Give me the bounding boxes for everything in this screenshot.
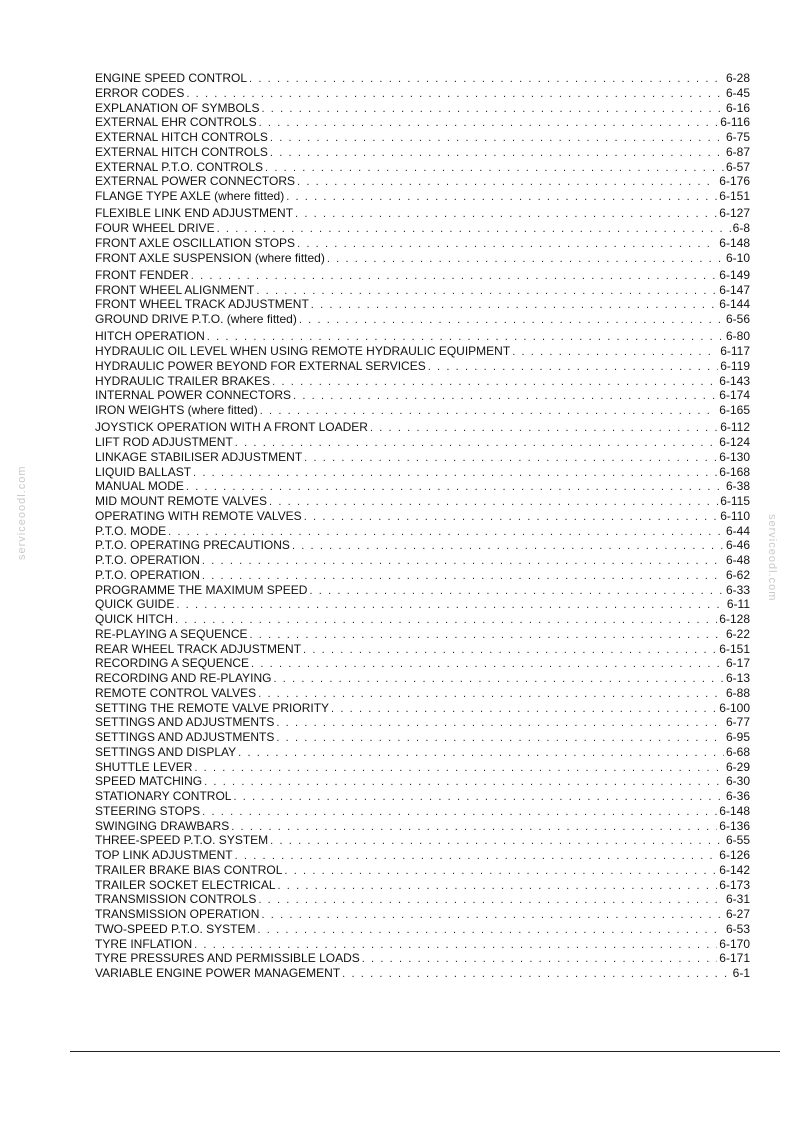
- index-entry: [95, 716, 750, 731]
- dot-leader: [309, 585, 724, 599]
- index-entry: [95, 421, 750, 436]
- dot-leader: [370, 422, 718, 436]
- entry-title: LIFT ROD ADJUSTMENT: [95, 435, 233, 449]
- index-entry: [95, 161, 750, 176]
- dot-leader: [270, 147, 724, 161]
- footer-rule: [70, 1051, 780, 1052]
- index-entry: [95, 436, 750, 451]
- index-entry: [95, 207, 750, 222]
- entry-title: FRONT WHEEL ALIGNMENT: [95, 282, 255, 297]
- entry-page-number: 6-1: [732, 966, 750, 980]
- index-entry: [95, 237, 750, 252]
- entry-page-number: 6-126: [719, 848, 750, 862]
- entry-page-number: 6-29: [725, 759, 750, 774]
- dot-leader: [204, 776, 724, 790]
- entry-title: ENGINE SPEED CONTROL: [95, 71, 248, 85]
- dot-leader: [512, 346, 718, 360]
- dot-leader: [231, 821, 717, 835]
- entry-page-number: 6-136: [719, 818, 750, 833]
- index-entry: [95, 146, 750, 161]
- entry-title: FOUR WHEEL DRIVE: [95, 221, 215, 235]
- entry-title: PROGRAMME THE MAXIMUM SPEED: [95, 582, 308, 597]
- dot-leader: [311, 299, 718, 313]
- index-entry: [95, 72, 750, 87]
- index-entry: [95, 345, 750, 360]
- index-entry: [95, 657, 750, 672]
- entry-page-number: 6-33: [725, 582, 750, 597]
- entry-page-number: 6-53: [725, 921, 750, 936]
- dot-leader: [233, 791, 724, 805]
- index-entry: [95, 805, 750, 820]
- entry-title: ERROR CODES: [95, 85, 185, 100]
- index-entry: [95, 923, 750, 938]
- entry-page-number: 6-100: [719, 700, 750, 715]
- entry-title: LINKAGE STABILISER ADJUSTMENT: [95, 449, 303, 464]
- entry-title: EXTERNAL P.T.O. CONTROLS: [95, 159, 264, 174]
- dot-leader: [304, 452, 717, 466]
- entry-title: P.T.O. OPERATING PRECAUTIONS: [95, 538, 290, 553]
- entry-page-number: 6-174: [719, 388, 750, 403]
- dot-leader: [256, 285, 717, 299]
- entry-title: EXTERNAL EHR CONTROLS: [95, 115, 257, 130]
- dot-leader: [257, 924, 723, 938]
- entry-title: TRANSMISSION OPERATION: [95, 907, 260, 921]
- dot-leader: [202, 570, 724, 584]
- dot-leader: [292, 540, 724, 554]
- index-entry: [95, 510, 750, 525]
- index-entry: [95, 298, 750, 313]
- index-entry: [95, 87, 750, 102]
- watermark-right: serviceodl.com: [766, 514, 778, 602]
- entry-title: QUICK HITCH: [95, 612, 173, 626]
- index-entry: [95, 613, 750, 628]
- dot-leader: [258, 688, 724, 702]
- entry-page-number: 6-62: [725, 567, 750, 582]
- entry-page-number: 6-151: [719, 641, 750, 656]
- entry-page-number: 6-77: [725, 715, 750, 730]
- entry-title: EXPLANATION OF SYMBOLS: [95, 100, 260, 115]
- dot-leader: [297, 238, 717, 252]
- entry-title: INTERNAL POWER CONNECTORS: [95, 388, 292, 403]
- entry-title: GROUND DRIVE P.T.O. (where fitted): [95, 312, 297, 326]
- entry-title: P.T.O. OPERATION: [95, 553, 200, 567]
- entry-title: SETTINGS AND ADJUSTMENTS: [95, 715, 275, 730]
- dot-leader: [193, 467, 717, 481]
- entry-title: FRONT AXLE OSCILLATION STOPS: [95, 235, 296, 250]
- entry-title: SETTINGS AND ADJUSTMENTS: [95, 730, 275, 744]
- entry-page-number: 6-148: [719, 235, 750, 250]
- index-entry: [95, 222, 750, 237]
- dot-leader: [272, 376, 717, 390]
- entry-page-number: 6-119: [720, 358, 750, 373]
- index-entry: [95, 746, 750, 761]
- index-entry: [95, 672, 750, 687]
- entry-title: QUICK GUIDE: [95, 597, 175, 612]
- entry-page-number: 6-116: [720, 115, 750, 130]
- entry-page-number: 6-46: [725, 538, 750, 553]
- dot-leader: [428, 361, 718, 375]
- dot-leader: [207, 331, 724, 345]
- entry-page-number: 6-10: [725, 250, 750, 265]
- index-entry: [95, 269, 750, 284]
- index-entry: [95, 480, 750, 495]
- entry-page-number: 6-48: [725, 553, 750, 567]
- entry-page-number: 6-11: [726, 597, 750, 612]
- index-entry: [95, 404, 750, 419]
- dot-leader: [276, 717, 724, 731]
- index-entry: [95, 908, 750, 923]
- dot-leader: [251, 658, 724, 672]
- entry-title: EXTERNAL HITCH CONTROLS: [95, 144, 268, 159]
- entry-title: RECORDING A SEQUENCE: [95, 656, 250, 671]
- index-entry: [95, 849, 750, 864]
- entry-title: HYDRAULIC TRAILER BRAKES: [95, 373, 271, 388]
- index-entry: [95, 330, 750, 345]
- entry-title: EXTERNAL POWER CONNECTORS: [95, 174, 296, 189]
- index-entry: [95, 775, 750, 790]
- entry-title: FLANGE TYPE AXLE (where fitted): [95, 189, 285, 203]
- entry-page-number: 6-22: [725, 626, 750, 641]
- entry-title: FRONT FENDER: [95, 267, 189, 282]
- dot-leader: [303, 644, 717, 658]
- entry-title: VARIABLE ENGINE POWER MANAGEMENT: [95, 966, 341, 980]
- entry-title: TRAILER SOCKET ELECTRICAL: [95, 877, 276, 892]
- entry-title: TOP LINK ADJUSTMENT: [95, 848, 233, 862]
- index-entry: [95, 131, 750, 146]
- entry-page-number: 6-57: [725, 159, 750, 174]
- dot-leader: [186, 481, 724, 495]
- dot-leader: [342, 968, 731, 982]
- index-entry: [95, 702, 750, 717]
- entry-title: LIQUID BALLAST: [95, 464, 192, 479]
- entry-page-number: 6-151: [719, 189, 750, 203]
- entry-page-number: 6-44: [725, 523, 750, 538]
- dot-leader: [175, 614, 717, 628]
- dot-leader: [176, 599, 725, 613]
- entry-page-number: 6-30: [725, 774, 750, 789]
- index-entry: [95, 284, 750, 299]
- index-entry: [95, 820, 750, 835]
- dot-leader: [186, 88, 724, 102]
- dot-leader: [273, 673, 723, 687]
- index-entry: [95, 466, 750, 481]
- dot-leader: [299, 314, 724, 328]
- index-entry: [95, 554, 750, 569]
- entry-title: FRONT WHEEL TRACK ADJUSTMENT: [95, 297, 309, 312]
- index-entry: [95, 389, 750, 404]
- dot-leader: [295, 208, 717, 222]
- entry-page-number: 6-36: [725, 789, 750, 803]
- entry-title: TYRE INFLATION: [95, 936, 193, 951]
- entry-title: JOYSTICK OPERATION WITH A FRONT LOADER: [95, 420, 368, 435]
- entry-page-number: 6-110: [720, 508, 750, 523]
- entry-page-number: 6-170: [719, 936, 750, 951]
- watermark-left: serviceoodl.com: [16, 465, 28, 560]
- entry-page-number: 6-171: [719, 951, 750, 966]
- dot-leader: [278, 880, 718, 894]
- index-entry: [95, 584, 750, 599]
- dot-leader: [217, 223, 731, 237]
- entry-title: TYRE PRESSURES AND PERMISSIBLE LOADS: [95, 951, 360, 966]
- entry-title: HYDRAULIC POWER BEYOND FOR EXTERNAL SERVICES: [95, 358, 426, 373]
- index-entry: [95, 175, 750, 190]
- entry-title: MID MOUNT REMOTE VALVES: [95, 494, 268, 508]
- entry-title: RECORDING AND RE-PLAYING: [95, 671, 272, 685]
- index-entry: [95, 643, 750, 658]
- entry-page-number: 6-176: [719, 174, 750, 189]
- entry-page-number: 6-168: [719, 464, 750, 479]
- entry-page-number: 6-117: [720, 344, 750, 358]
- dot-leader: [191, 270, 718, 284]
- entry-title: SHUTTLE LEVER: [95, 759, 193, 774]
- entry-title: IRON WEIGHTS (where fitted): [95, 403, 258, 417]
- index-entry: [95, 313, 750, 328]
- entry-page-number: 6-147: [719, 282, 750, 297]
- entry-page-number: 6-143: [719, 373, 750, 388]
- dot-leader: [261, 909, 724, 923]
- index-entry: [95, 952, 750, 967]
- dot-leader: [293, 390, 717, 404]
- entry-page-number: 6-55: [725, 833, 750, 848]
- index-entry: [95, 864, 750, 879]
- entry-page-number: 6-95: [725, 730, 750, 744]
- entry-page-number: 6-13: [725, 671, 750, 685]
- index-entry: [95, 252, 750, 267]
- entry-page-number: 6-173: [719, 877, 750, 892]
- entry-page-number: 6-88: [725, 685, 750, 700]
- index-entry: [95, 451, 750, 466]
- entry-page-number: 6-56: [725, 312, 750, 326]
- entry-title: HITCH OPERATION: [95, 329, 205, 344]
- entry-page-number: 6-148: [719, 803, 750, 818]
- index-entry: [95, 879, 750, 894]
- dot-leader: [194, 939, 717, 953]
- entry-page-number: 6-115: [720, 494, 750, 508]
- index-list: [95, 72, 750, 982]
- index-entry: [95, 598, 750, 613]
- index-entry: [95, 731, 750, 746]
- index-entry: [95, 687, 750, 702]
- entry-page-number: 6-38: [725, 479, 750, 494]
- entry-title: SETTINGS AND DISPLAY: [95, 744, 237, 759]
- entry-page-number: 6-87: [725, 144, 750, 159]
- entry-title: EXTERNAL HITCH CONTROLS: [95, 130, 268, 144]
- entry-page-number: 6-75: [725, 130, 750, 144]
- dot-leader: [235, 850, 718, 864]
- dot-leader: [304, 511, 718, 525]
- index-entry: [95, 116, 750, 131]
- index-entry: [95, 539, 750, 554]
- entry-title: SWINGING DRAWBARS: [95, 818, 230, 833]
- entry-title: TRAILER BRAKE BIAS CONTROL: [95, 862, 283, 877]
- entry-page-number: 6-16: [725, 100, 750, 115]
- entry-title: FLEXIBLE LINK END ADJUSTMENT: [95, 206, 294, 221]
- index-entry: [95, 525, 750, 540]
- dot-leader: [269, 496, 718, 510]
- dot-leader: [261, 103, 723, 117]
- entry-title: THREE-SPEED P.T.O. SYSTEM: [95, 833, 269, 848]
- dot-leader: [168, 526, 724, 540]
- entry-title: OPERATING WITH REMOTE VALVES: [95, 508, 302, 523]
- entry-title: SETTING THE REMOTE VALVE PRIORITY: [95, 700, 330, 715]
- entry-title: P.T.O. MODE: [95, 523, 167, 538]
- entry-title: P.T.O. OPERATION: [95, 567, 200, 582]
- entry-title: RE-PLAYING A SEQUENCE: [95, 626, 248, 641]
- index-entry: [95, 967, 750, 982]
- dot-leader: [297, 176, 717, 190]
- index-entry: [95, 375, 750, 390]
- dot-leader: [194, 762, 724, 776]
- dot-leader: [331, 703, 717, 717]
- index-entry: [95, 360, 750, 375]
- dot-leader: [276, 732, 724, 746]
- entry-title: FRONT AXLE SUSPENSION (where fitted): [95, 250, 325, 265]
- entry-page-number: 6-112: [720, 420, 750, 435]
- entry-page-number: 6-28: [725, 71, 750, 85]
- entry-title: STEERING STOPS: [95, 803, 201, 818]
- index-entry: [95, 834, 750, 849]
- index-entry: [95, 761, 750, 776]
- index-entry: [95, 893, 750, 908]
- entry-title: TWO-SPEED P.T.O. SYSTEM: [95, 921, 256, 936]
- dot-leader: [250, 629, 724, 643]
- index-entry: [95, 190, 750, 205]
- dot-leader: [235, 437, 718, 451]
- dot-leader: [259, 117, 719, 131]
- index-entry: [95, 628, 750, 643]
- dot-leader: [202, 555, 724, 569]
- entry-title: HYDRAULIC OIL LEVEL WHEN USING REMOTE HYDRAULIC EQUIPMENT: [95, 344, 511, 358]
- entry-page-number: 6-142: [719, 862, 750, 877]
- entry-page-number: 6-130: [719, 449, 750, 464]
- entry-page-number: 6-165: [719, 403, 750, 417]
- dot-leader: [284, 865, 717, 879]
- entry-title: SPEED MATCHING: [95, 774, 203, 789]
- dot-leader: [249, 73, 724, 87]
- entry-page-number: 6-31: [725, 892, 750, 907]
- dot-leader: [202, 806, 717, 820]
- dot-leader: [270, 132, 724, 146]
- entry-title: MANUAL MODE: [95, 479, 184, 494]
- dot-leader: [260, 405, 718, 419]
- index-entry: [95, 938, 750, 953]
- entry-page-number: 6-27: [725, 907, 750, 921]
- entry-page-number: 6-127: [719, 206, 750, 221]
- entry-page-number: 6-149: [719, 267, 750, 282]
- dot-leader: [286, 191, 717, 205]
- entry-page-number: 6-144: [719, 297, 750, 312]
- entry-page-number: 6-80: [725, 329, 750, 344]
- entry-title: REMOTE CONTROL VALVES: [95, 685, 257, 700]
- dot-leader: [270, 835, 724, 849]
- entry-title: REAR WHEEL TRACK ADJUSTMENT: [95, 641, 302, 656]
- dot-leader: [265, 162, 724, 176]
- index-entry: [95, 790, 750, 805]
- entry-page-number: 6-124: [719, 435, 750, 449]
- dot-leader: [327, 253, 724, 267]
- index-entry: [95, 102, 750, 117]
- dot-leader: [238, 747, 724, 761]
- entry-title: TRANSMISSION CONTROLS: [95, 892, 257, 907]
- index-entry: [95, 495, 750, 510]
- entry-title: STATIONARY CONTROL: [95, 789, 232, 803]
- entry-page-number: 6-128: [719, 612, 750, 626]
- dot-leader: [258, 894, 724, 908]
- dot-leader: [362, 953, 718, 967]
- index-entry: [95, 569, 750, 584]
- entry-page-number: 6-8: [732, 221, 750, 235]
- entry-page-number: 6-45: [725, 85, 750, 100]
- entry-page-number: 6-68: [725, 744, 750, 759]
- entry-page-number: 6-17: [725, 656, 750, 671]
